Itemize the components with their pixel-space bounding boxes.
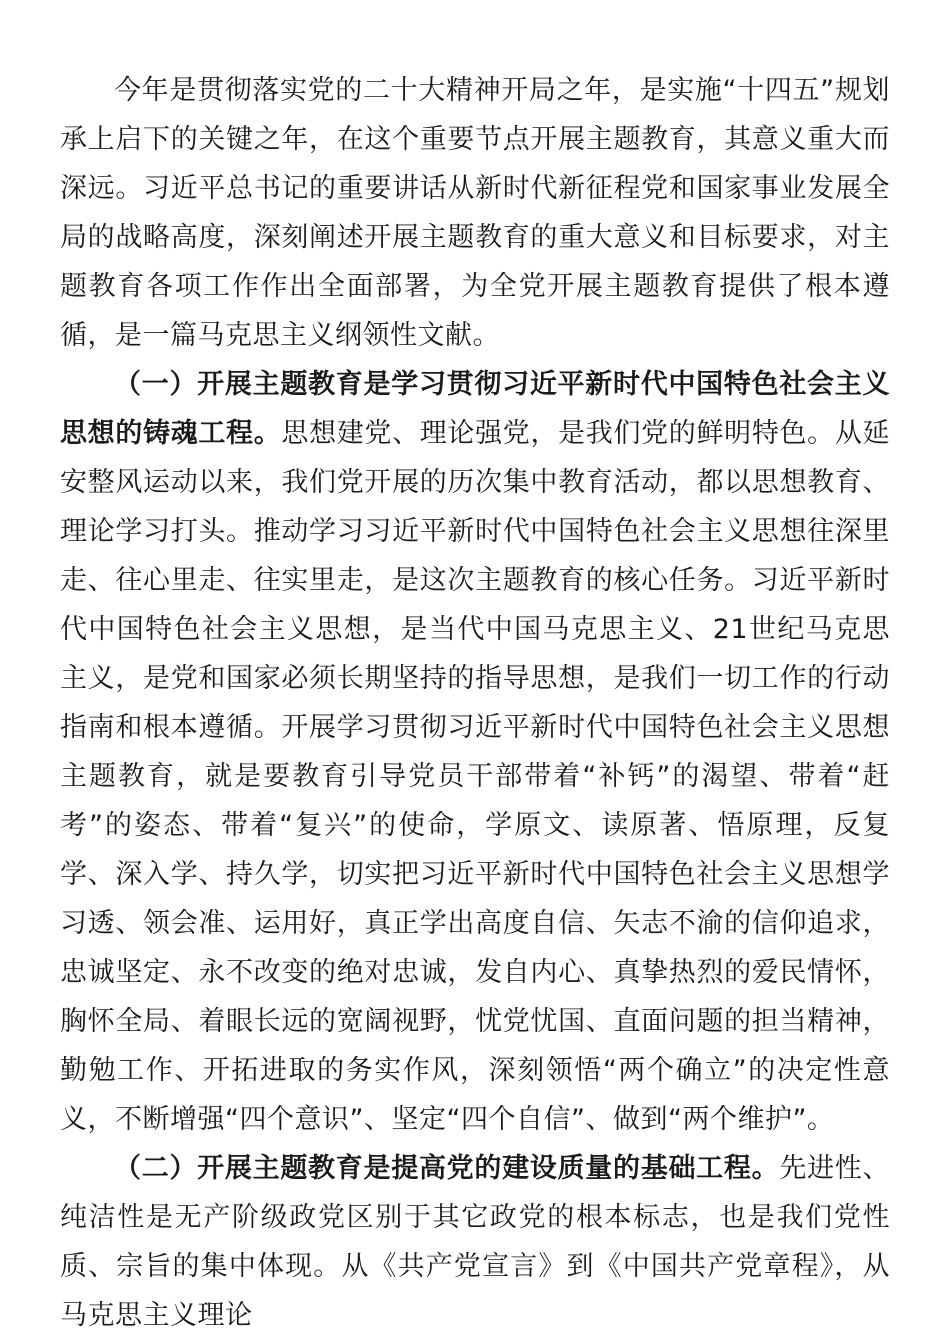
paragraph-body: 思想建党、理论强党，是我们党的鲜明特色。从延安整风运动以来，我们党开展的历次集中教育活动，都以思想教育、理论学习打头。推动学习习近平新时代中国特色社会主义思想往深里走、往心里走、往实里走，是这次主题教育的核心任务。习近平新时代中国特色社会主义思想，是当代中国马克思主义、21世纪马克思主义，是党和国家必须长期坚持的指导思想，是我们一切工作的行动指南和根本遵循。开展学习贯彻习近平新时代中国特色社会主义思想主题教育，就是要教育引导党员干部带着“补钙”的渴望、带着“赶考”的姿态、带着“复兴”的使命，学原文、读原著、悟原理，反复学、深入学、持久学，切实把习近平新时代中国特色社会主义思想学习透、领会准、运用好，真正学出高度自信、矢志不渝的信仰追求，忠诚坚定、永不改变的绝对忠诚，发自内心、真挚热烈的爱民情怀，胸怀全局、着眼长远的宽阔视野，忧党忧国、直面问题的担当精神，勤勉工作、开拓进取的务实作风，深刻领悟“两个确立”的决定性意义，不断增强“四个意识”、坚定“四个自信”、做到“两个维护”。 — [60, 418, 891, 1135]
intro-paragraph — [60, 66, 890, 360]
document-page — [60, 66, 890, 1340]
section-one-paragraph — [60, 360, 890, 1144]
paragraph-body: 先进性、纯洁性是无产阶级政党区别于其它政党的根本标志，也是我们党性质、宗旨的集中体现。从《共产党宣言》到《中国共产党章程》，从马克思主义理论 — [60, 1153, 891, 1331]
paragraph-body: 今年是贯彻落实党的二十大精神开局之年，是实施“十四五”规划承上启下的关键之年，在这个重要节点开展主题教育，其意义重大而深远。习近平总书记的重要讲话从新时代新征程党和国家事业发展全局的战略高度，深刻阐述开展主题教育的重大意义和目标要求，对主题教育各项工作作出全面部署，为全党开展主题教育提供了根本遵循，是一篇马克思主义纲领性文献。 — [60, 75, 890, 351]
section-one-heading: （一）开展主题教育是学习贯彻习近平新时代中国特色社会主义思想的铸魂工程。 — [60, 369, 890, 449]
section-two-heading: （二）开展主题教育是提高党的建设质量的基础工程。 — [114, 1153, 780, 1184]
section-two-paragraph — [60, 1144, 890, 1340]
